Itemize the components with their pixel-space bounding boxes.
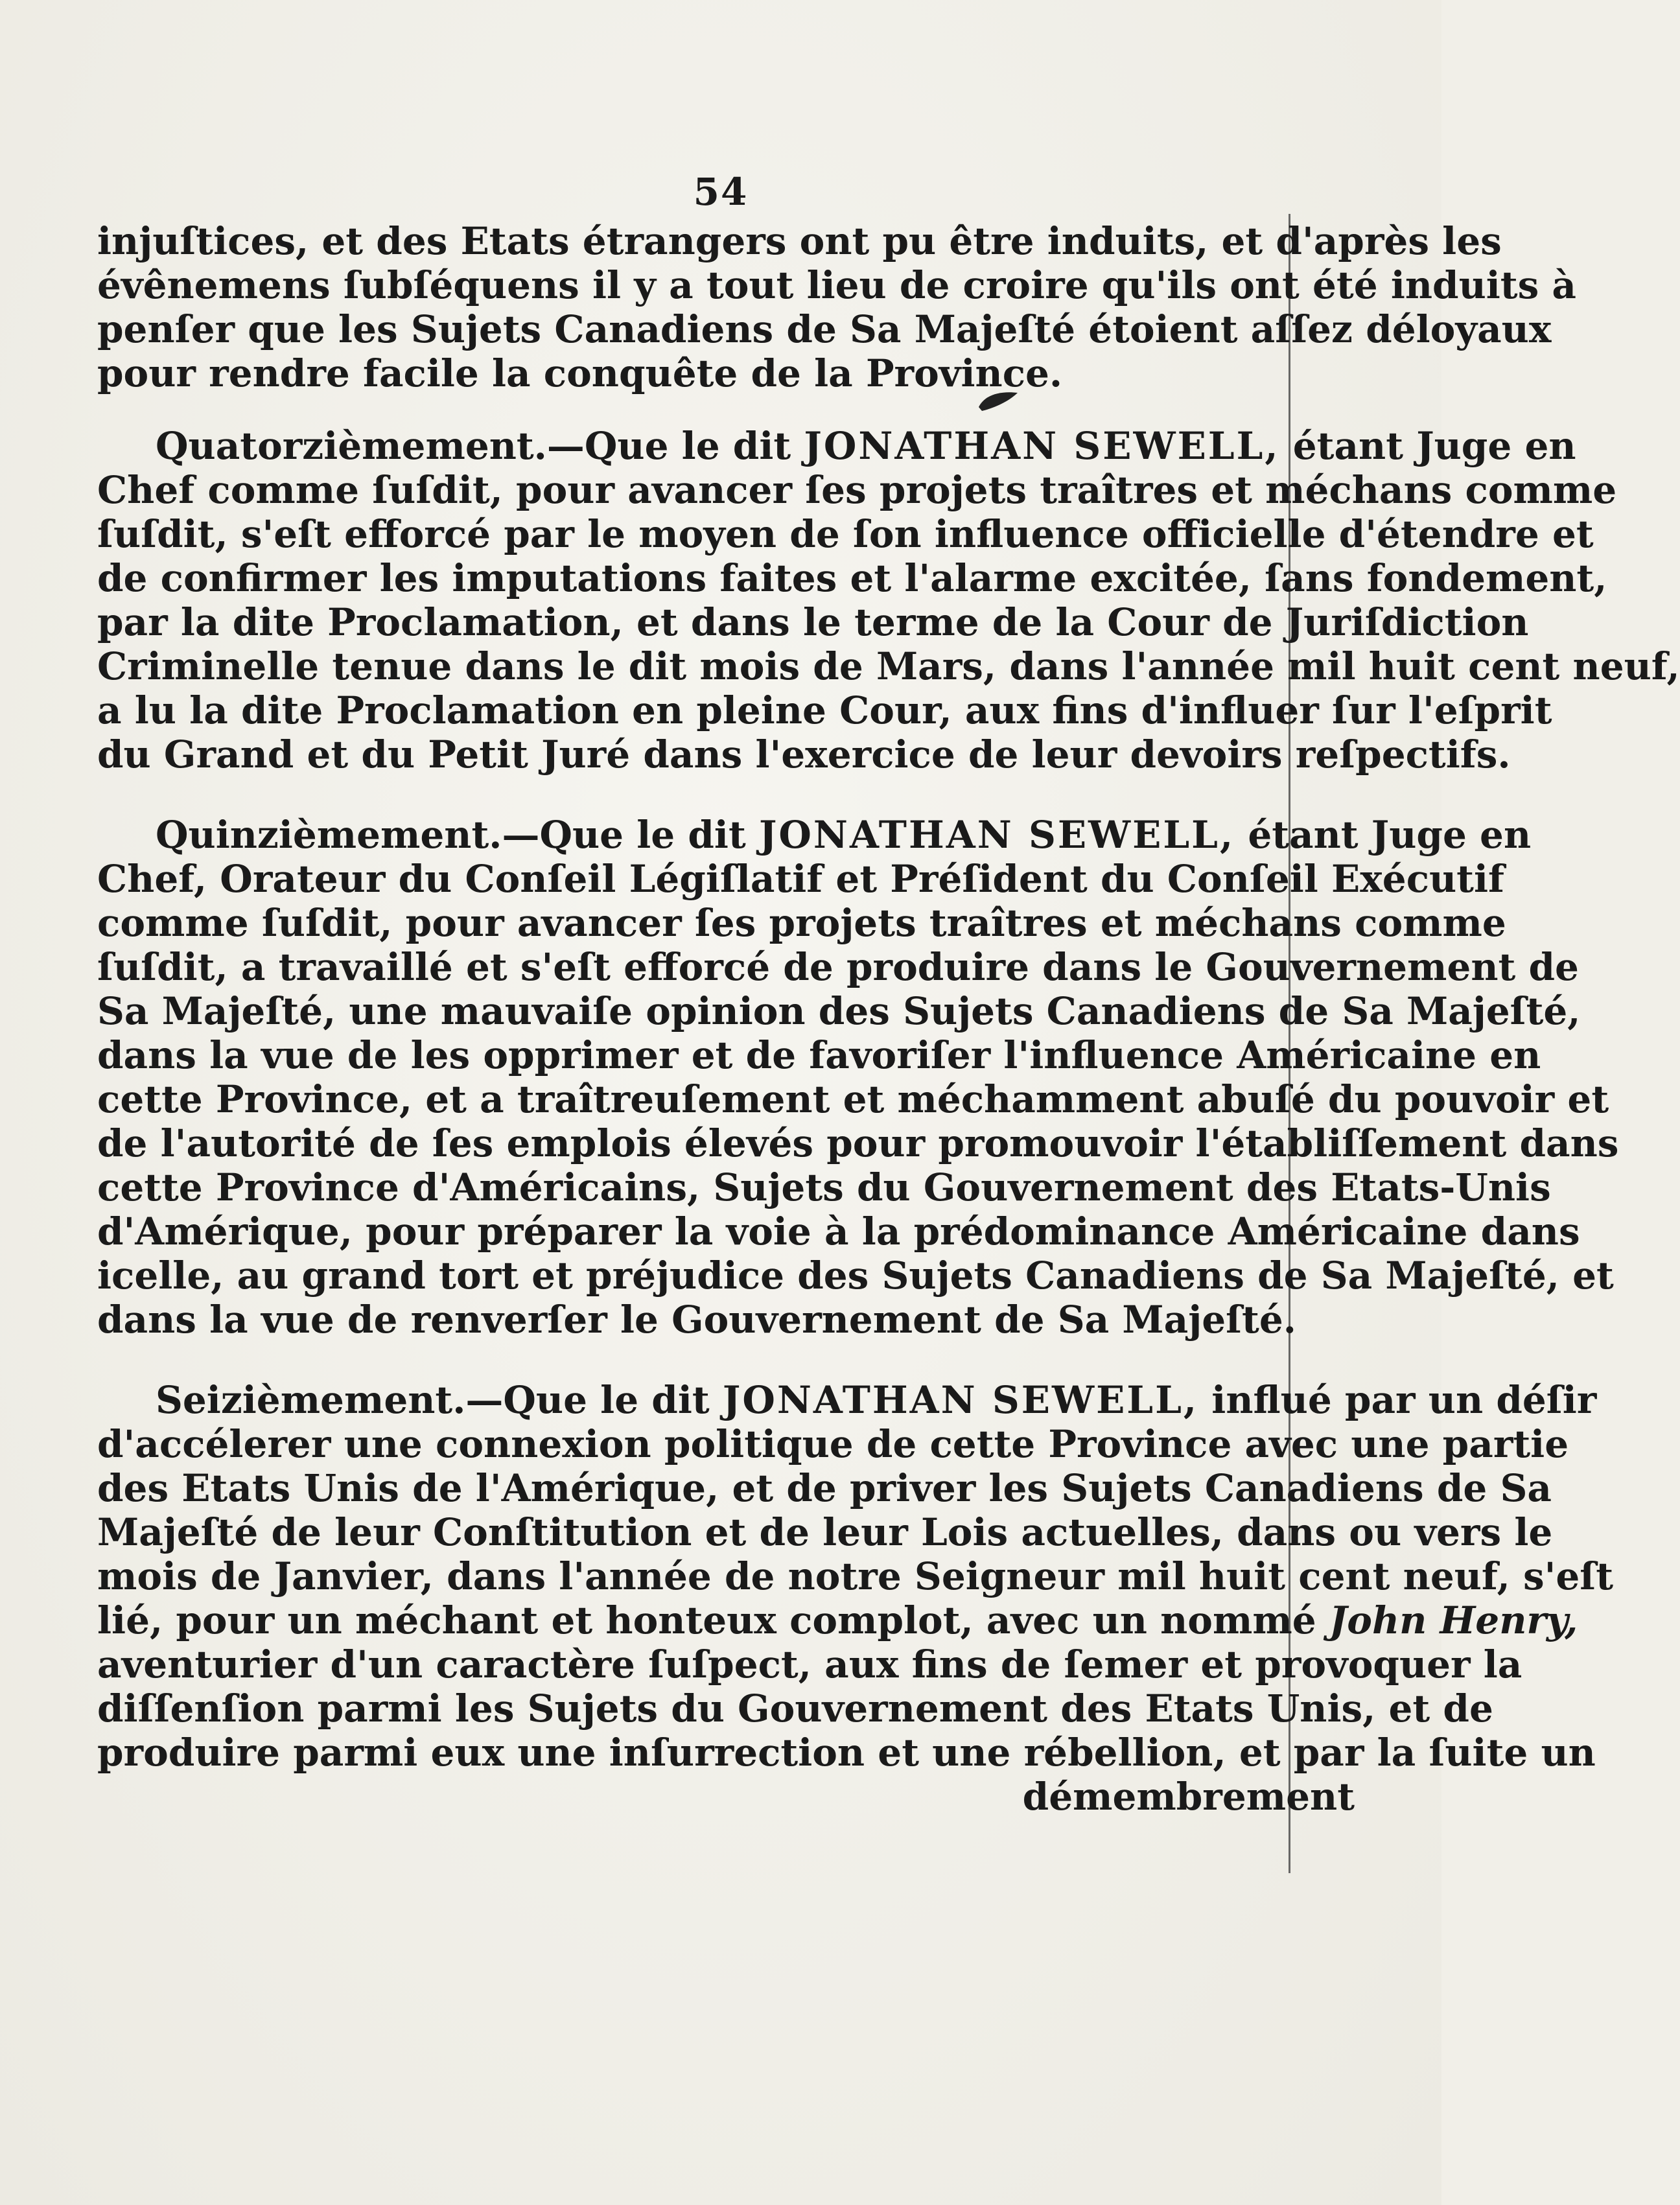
name-jonathan-sewell: JONATHAN SEWELL, (758, 813, 1235, 857)
text-line: a lu la dite Proclamation en pleine Cour, aux fins d'influer ſur l'eſprit (97, 688, 1552, 732)
paragraph-seiziemement (97, 1378, 1614, 1819)
name-jonathan-sewell: JONATHAN SEWELL, (722, 1378, 1199, 1422)
page-number: 54 (693, 170, 749, 214)
text-line: icelle, au grand tort et préjudice des Sujets Canadiens de Sa Majeſté, et (97, 1254, 1614, 1298)
text-line: diſſenſion parmi les Sujets du Gouvernement des Etats Unis, et de (97, 1686, 1493, 1731)
text-line: Majeſté de leur Conſtitution et de leur Lois actuelles, dans ou vers le (97, 1510, 1553, 1554)
text-line: produire parmi eux une inſurrection et une rébellion, et par la ſuite un (97, 1731, 1596, 1775)
paragraph-quinziemement (97, 813, 1619, 1342)
text-line: pour rendre facile la conquête de la Province. (97, 351, 1063, 395)
text-line: cette Province d'Américains, Sujets du Gouvernement des Etats-Unis (97, 1165, 1551, 1209)
text-line: d'Amérique, pour préparer la voie à la prédominance Américaine dans (97, 1209, 1580, 1254)
text-line: cette Province, et a traîtreuſement et méchamment abuſé du pouvoir et (97, 1077, 1609, 1121)
text-line: penſer que les Sujets Canadiens de Sa Majeſté étoient aſſez déloyaux (97, 307, 1552, 351)
catchword: démembrement (1022, 1775, 1355, 1819)
text-line: d'accélerer une connexion politique de cette Province avec une partie (97, 1422, 1569, 1466)
text-line: évênemens ſubſéquens il y a tout lieu de croire qu'ils ont été induits à (97, 263, 1576, 307)
text-line: ſuſdit, s'eſt efforcé par le moyen de ſon influence officielle d'étendre et (97, 512, 1594, 556)
text-line: dans la vue de les opprimer et de favoriſer l'influence Américaine en (97, 1033, 1541, 1077)
text-line: ſuſdit, a travaillé et s'eſt efforcé de produire dans le Gouvernement de (97, 945, 1579, 989)
text-line: Criminelle tenue dans le dit mois de Mars, dans l'année mil huit cent neuf, (97, 644, 1680, 688)
text-line: de l'autorité de ſes emplois élevés pour promouvoir l'établiſſement dans (97, 1121, 1619, 1165)
text-line: des Etats Unis de l'Amérique, et de priver les Sujets Canadiens de Sa (97, 1466, 1552, 1510)
text-line: mois de Janvier, dans l'année de notre Seigneur mil huit cent neuf, s'eſt (97, 1554, 1614, 1598)
paragraph-quatorziemement (97, 424, 1680, 776)
text-line: dans la vue de renverſer le Gouvernement de Sa Majeſté. (97, 1298, 1296, 1342)
text-line: du Grand et du Petit Juré dans l'exercice de leur devoirs reſpectifs. (97, 732, 1511, 776)
text-line: de confirmer les imputations faites et l'alarme excitée, ſans fondement, (97, 556, 1607, 600)
text-line: Seizièmement.—Que le dit JONATHAN SEWELL, influé par un déſir (156, 1378, 1597, 1422)
paragraph-continuation (97, 219, 1576, 395)
text-line: comme ſuſdit, pour avancer ſes projets traîtres et méchans comme (97, 901, 1506, 945)
text-line: lié, pour un méchant et honteux complot, avec un nommé John Henry, (97, 1598, 1578, 1642)
text-line: Chef, Orateur du Conſeil Légiſlatif et Préſident du Conſeil Exécutif (97, 857, 1504, 901)
text-line: par la dite Proclamation, et dans le terme de la Cour de Juriſdiction (97, 600, 1529, 644)
text-line: injuſtices, et des Etats étrangers ont pu être induits, et d'après les (97, 219, 1502, 263)
name-john-henry: John Henry, (1329, 1598, 1578, 1642)
body-text (97, 219, 1680, 1819)
text-line: Quinzièmement.—Que le dit JONATHAN SEWELL, étant Juge en (156, 813, 1532, 857)
text-line: Quatorzièmement.—Que le dit JONATHAN SEWELL, étant Juge en (156, 424, 1576, 468)
text-line: aventurier d'un caractère ſuſpect, aux fins de ſemer et provoquer la (97, 1642, 1522, 1686)
name-jonathan-sewell: JONATHAN SEWELL, (804, 424, 1280, 468)
text-line: Sa Majeſté, une mauvaiſe opinion des Sujets Canadiens de Sa Majeſté, (97, 989, 1581, 1033)
text-line: Chef comme ſuſdit, pour avancer ſes projets traîtres et méchans comme (97, 468, 1617, 512)
